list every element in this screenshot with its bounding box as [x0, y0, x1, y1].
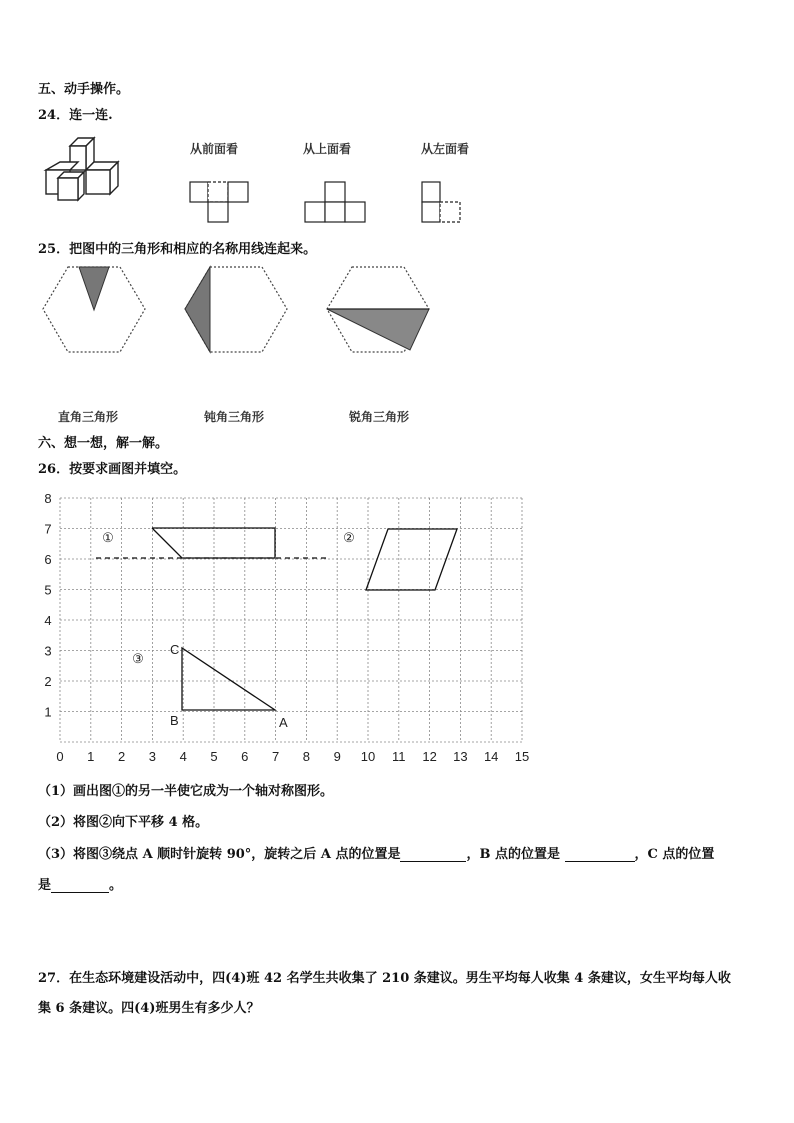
figure-label-1: ①: [102, 530, 114, 545]
answer-blank-a[interactable]: [400, 847, 466, 862]
y-tick-label: 2: [44, 674, 52, 689]
q26-part-3-text-c: ，C 点的位置: [634, 847, 715, 862]
figure-label-2: ②: [343, 530, 355, 545]
triangle-name-obtuse: 钝角三角形: [204, 410, 265, 424]
answer-blank-c[interactable]: [51, 878, 109, 893]
x-tick-label: 12: [422, 749, 437, 764]
x-tick-label: 11: [392, 749, 406, 764]
question-26-title: 26．按要求画图并填空。: [38, 462, 187, 477]
point-label-b: B: [170, 713, 179, 728]
x-tick-label: 6: [241, 749, 249, 764]
y-tick-label: 3: [44, 643, 52, 659]
y-tick-label: 6: [44, 552, 52, 567]
triangle-name-acute: 锐角三角形: [349, 410, 410, 424]
x-tick-label: 9: [333, 749, 341, 764]
y-tick-label: 5: [44, 582, 52, 598]
section-heading-6: 六、想一想，解一解。: [38, 436, 169, 451]
y-tick-label: 1: [44, 704, 52, 720]
q26-part-3-text-b: ，B 点的位置是: [466, 847, 560, 862]
x-tick-label: 8: [302, 749, 311, 764]
q26-part-3-text-a: （3）将图③绕点 A 顺时针旋转 90°，旋转之后 A 点的位置是: [38, 847, 401, 862]
question-27-line-2: 集 6 条建议。四(4)班男生有多少人？: [38, 1001, 260, 1016]
view-label-front: 从前面看: [190, 142, 239, 156]
q26-part-3-text-d: 是: [38, 878, 52, 893]
x-tick-label: 10: [360, 749, 376, 764]
answer-blank-b[interactable]: [565, 847, 635, 862]
point-label-c: C: [170, 642, 180, 657]
q26-part-2: （2）将图②向下平移 4 格。: [38, 815, 209, 830]
x-tick-label: 1: [87, 749, 95, 764]
q26-part-1: （1）画出图①的另一半使它成为一个轴对称图形。: [38, 784, 334, 799]
y-tick-label: 7: [44, 521, 52, 537]
question-27-line-1: 27．在生态环境建设活动中，四(4)班 42 名学生共收集了 210 条建议。男生平均每人收集 4 条建议，女生平均每人收: [38, 971, 731, 986]
figure-1-half-shape: [152, 528, 275, 558]
x-tick-label: 0: [56, 749, 64, 764]
q26-part-3-end: 。: [109, 878, 123, 893]
section-heading-5: 五、动手操作。: [38, 82, 130, 97]
y-tick-label: 4: [44, 613, 52, 628]
x-tick-label: 14: [483, 749, 499, 764]
x-tick-label: 4: [179, 749, 187, 764]
triangle-name-right: 直角三角形: [58, 410, 119, 424]
x-tick-label: 15: [514, 749, 530, 764]
q26-part-3: [38, 843, 714, 862]
x-tick-label: 7: [271, 749, 280, 764]
figure-label-3: ③: [132, 651, 144, 666]
x-tick-label: 3: [148, 749, 157, 764]
x-tick-label: 2: [117, 749, 126, 764]
point-label-a: A: [279, 715, 288, 730]
question-25-title: 25．把图中的三角形和相应的名称用线连起来。: [38, 242, 317, 257]
x-tick-label: 13: [453, 749, 468, 764]
view-label-top: 从上面看: [303, 142, 352, 156]
x-tick-label: 5: [210, 749, 218, 764]
figure-3-triangle: [182, 648, 275, 710]
q26-part-3-cont: [38, 874, 122, 893]
y-tick-label: 8: [44, 491, 52, 506]
view-label-left: 从左面看: [421, 142, 470, 156]
figure-2-parallelogram: [366, 529, 457, 590]
question-24-title: 24．连一连.: [38, 108, 113, 123]
